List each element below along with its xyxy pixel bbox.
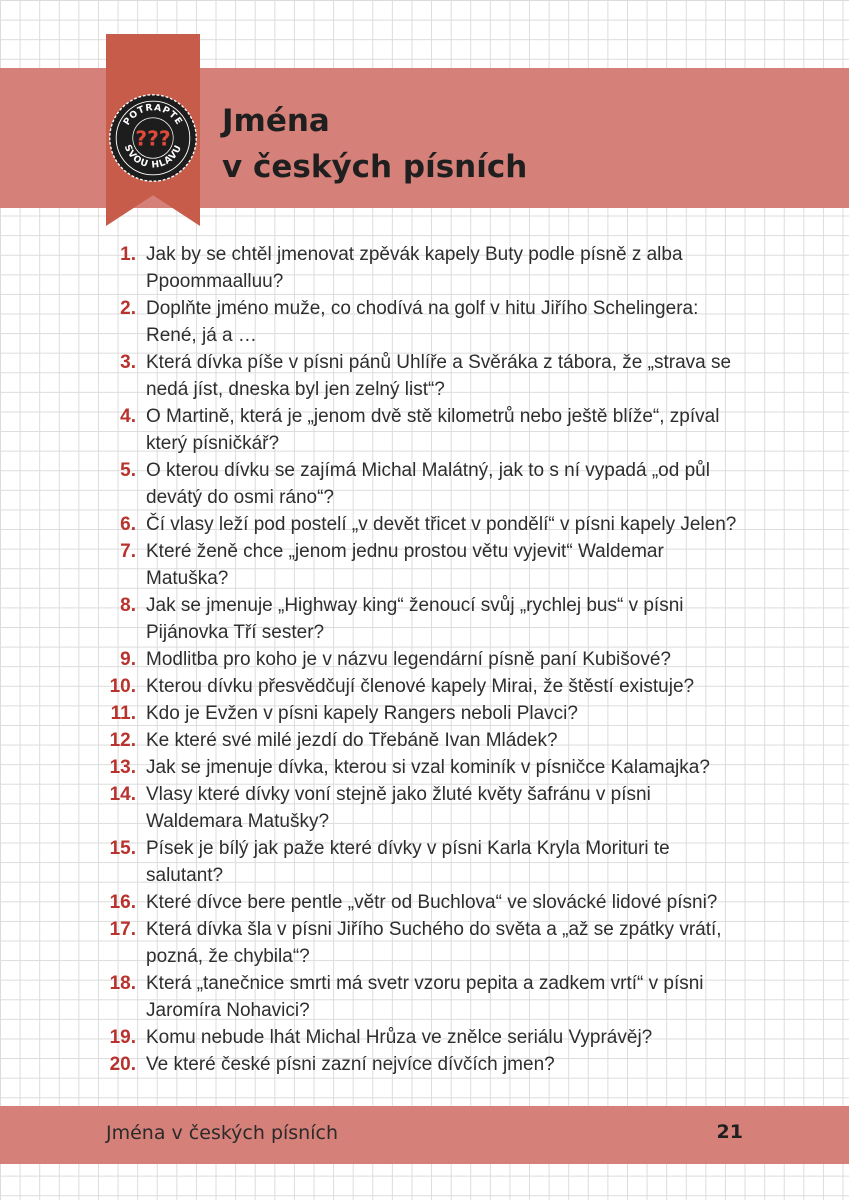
question-text: Doplňte jméno muže, co chodívá na golf v hitu Jiřího Schelingera: René, já a … bbox=[146, 298, 699, 346]
question-number: 15. bbox=[109, 838, 136, 859]
question-text: Která „tanečnice smrti má svetr vzoru pepita a zadkem vrtí“ v písni Jaromíra Nohavici? bbox=[146, 973, 704, 1021]
question-number: 8. bbox=[120, 595, 136, 616]
question-item bbox=[104, 646, 744, 673]
question-text: Komu nebude lhát Michal Hrůza ve znělce seriálu Vyprávěj? bbox=[146, 1027, 653, 1048]
badge-bottom-text: SVOU HLAVU bbox=[121, 142, 185, 171]
question-item bbox=[104, 916, 744, 970]
question-item bbox=[104, 781, 744, 835]
question-number: 16. bbox=[109, 892, 136, 913]
question-item bbox=[104, 538, 744, 592]
question-text: Které dívce bere pentle „vĕtr od Buchlova“ ve slovácké lidové písni? bbox=[146, 892, 718, 913]
question-number: 19. bbox=[109, 1027, 136, 1048]
question-text: Ke které své milé jezdí do Třebáně Ivan Mládek? bbox=[146, 730, 558, 751]
question-number: 20. bbox=[109, 1054, 136, 1075]
question-number: 2. bbox=[120, 298, 136, 319]
question-number: 7. bbox=[120, 541, 136, 562]
question-item bbox=[104, 889, 744, 916]
question-item bbox=[104, 349, 744, 403]
question-text: Modlitba pro koho je v názvu legendární písně paní Kubišové? bbox=[146, 649, 671, 670]
question-text: Vlasy které dívky voní stejně jako žluté květy šafránu v písni Waldemara Matušky? bbox=[146, 784, 651, 832]
question-text: Čí vlasy leží pod postelí „v devět třicet v pondělí“ v písni kapely Jelen? bbox=[146, 514, 737, 535]
question-item bbox=[104, 970, 744, 1024]
badge-top-text: POTRAPTE bbox=[121, 102, 185, 128]
question-item bbox=[104, 295, 744, 349]
question-number: 4. bbox=[120, 406, 136, 427]
question-number: 12. bbox=[109, 730, 136, 751]
question-text: Která dívka píše v písni pánů Uhlíře a Svěráka z tábora, že „strava se nedá jíst, dneska byl jen zelný list“? bbox=[146, 352, 732, 400]
question-item bbox=[104, 700, 744, 727]
question-item bbox=[104, 727, 744, 754]
question-text: Jak se jmenuje dívka, kterou si vzal kominík v písničce Kalamajka? bbox=[146, 757, 710, 778]
question-text: Která dívka šla v písni Jiřího Suchého do světa a „až se zpátky vrátí, pozná, že chybila“? bbox=[146, 919, 722, 967]
question-number: 10. bbox=[109, 676, 136, 697]
question-text: Jak se jmenuje „Highway king“ ženoucí svůj „rychlej bus“ v písni Pijánovka Tří sester? bbox=[146, 595, 684, 643]
question-item bbox=[104, 754, 744, 781]
question-item bbox=[104, 403, 744, 457]
question-text: Ve které české písni zazní nejvíce dívčích jmen? bbox=[146, 1054, 555, 1075]
question-text: O Martině, která je „jenom dvě stě kilometrů nebo ještě blíže“, zpíval který písničkář? bbox=[146, 406, 720, 454]
question-number: 6. bbox=[120, 514, 136, 535]
question-item bbox=[104, 1051, 744, 1078]
question-number: 1. bbox=[120, 244, 136, 265]
question-text: Písek je bílý jak paže které dívky v písni Karla Kryla Morituri te salutant? bbox=[146, 838, 670, 886]
badge-question-marks: ??? bbox=[135, 126, 171, 151]
question-item bbox=[104, 511, 744, 538]
question-text: O kterou dívku se zajímá Michal Malátný, jak to s ní vypadá „od půl devátý do osmi ráno“? bbox=[146, 460, 710, 508]
question-item bbox=[104, 241, 744, 295]
footer-title: Jména v českých písních bbox=[106, 1122, 338, 1144]
page-title bbox=[222, 98, 527, 190]
question-item bbox=[104, 835, 744, 889]
puzzle-badge-icon bbox=[107, 92, 199, 184]
question-item bbox=[104, 673, 744, 700]
title-line-2: v českých písních bbox=[222, 149, 528, 185]
question-number: 18. bbox=[109, 973, 136, 994]
question-list bbox=[104, 241, 744, 1078]
question-number: 9. bbox=[120, 649, 136, 670]
question-item bbox=[104, 457, 744, 511]
question-number: 17. bbox=[109, 919, 136, 940]
page-number: 21 bbox=[716, 1121, 743, 1143]
question-number: 5. bbox=[120, 460, 136, 481]
question-item bbox=[104, 1024, 744, 1051]
title-line-1: Jména bbox=[222, 103, 330, 139]
question-text: Jak by se chtěl jmenovat zpěvák kapely Buty podle písně z alba Ppoommaalluu? bbox=[146, 244, 683, 292]
question-text: Kdo je Evžen v písni kapely Rangers neboli Plavci? bbox=[146, 703, 578, 724]
question-number: 11. bbox=[110, 703, 136, 724]
question-item bbox=[104, 592, 744, 646]
question-number: 13. bbox=[109, 757, 136, 778]
question-text: Kterou dívku přesvědčují členové kapely Mirai, že štěstí existuje? bbox=[146, 676, 695, 697]
question-number: 14. bbox=[109, 784, 136, 805]
question-text: Které ženě chce „jenom jednu prostou větu vyjevit“ Waldemar Matuška? bbox=[146, 541, 664, 589]
question-number: 3. bbox=[120, 352, 136, 373]
